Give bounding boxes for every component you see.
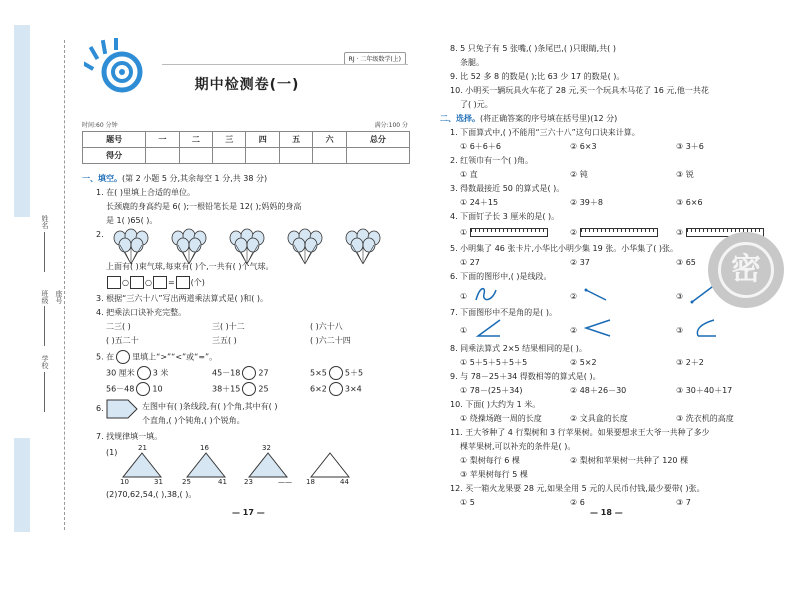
- triangle-top: 21: [138, 444, 147, 452]
- choice-option[interactable]: ③ 7: [676, 498, 691, 507]
- score-cell: 总分: [346, 132, 409, 148]
- binding-dotted-line: [64, 40, 65, 530]
- q5-right: 3×4: [344, 384, 362, 394]
- q5-left: 56－48: [106, 384, 135, 394]
- q5-left: 30 厘米: [106, 368, 135, 378]
- score-cell: 四: [246, 132, 279, 148]
- q5-item: [106, 382, 163, 396]
- circle-icon: [116, 350, 130, 364]
- q5-right: 3 米: [152, 368, 169, 378]
- q2-line-b: ○ ○ = (个): [106, 276, 205, 289]
- choice-option[interactable]: ③ 30＋40＋17: [676, 386, 733, 395]
- score-cell: 六: [313, 132, 346, 148]
- q4-cell: 三五( ): [212, 336, 237, 345]
- choice-option[interactable]: ① 27: [460, 258, 480, 267]
- choice-option[interactable]: ③ 6×6: [676, 198, 703, 207]
- choice-option[interactable]: ① 梨树每行 6 棵: [460, 456, 520, 465]
- choice-11-line-b: 棵苹果树,可以补充的条件是( )。: [460, 442, 576, 451]
- choice-option[interactable]: ② 6×3: [570, 142, 597, 151]
- binding-line-school: [44, 372, 45, 412]
- choice-option[interactable]: ② 5×2: [570, 358, 597, 367]
- triangle-top: 16: [200, 444, 209, 452]
- score-input[interactable]: [279, 148, 312, 164]
- q1-line-a: 长颈鹿的身高约是 6( );一根铅笔长是 12( );妈妈的身高: [106, 202, 302, 211]
- curve-shape-icon: [474, 284, 498, 304]
- choice-option[interactable]: ③ 洗衣机的高度: [676, 414, 734, 423]
- q8-line-a: 8. 5 只兔子有 5 张嘴,( )条尾巴,( )只眼睛,共( ): [450, 44, 616, 53]
- choice-option[interactable]: ① 直: [460, 170, 478, 179]
- score-input[interactable]: [213, 148, 246, 164]
- answer-box[interactable]: [153, 276, 167, 289]
- choice-option[interactable]: ③: [676, 326, 684, 335]
- choice-option[interactable]: ① 5＋5＋5＋5＋5: [460, 358, 528, 367]
- binding-label-class: 班级: [41, 290, 49, 304]
- triangle-shape-icon: [122, 452, 162, 478]
- choice-7: 7. 下面图形中不是角的是( )。: [450, 308, 557, 317]
- score-cell: 五: [279, 132, 312, 148]
- choice-option[interactable]: ② 梨树和苹果树一共种了 120 棵: [570, 456, 689, 465]
- choice-8: 8. 同乘法算式 2×5 结果相同的是( )。: [450, 344, 587, 353]
- grade-tag: RJ · 二年级数学(上): [344, 52, 406, 65]
- choice-6: 6. 下面的图形中,( )是线段。: [450, 272, 552, 281]
- answer-box[interactable]: [176, 276, 190, 289]
- choice-option[interactable]: ③ 2＋2: [676, 358, 704, 367]
- section-1-note: (第 2 小题 5 分,其余每空 1 分,共 38 分): [122, 174, 268, 183]
- q4-cell: 二三( ): [106, 322, 131, 331]
- compare-circle[interactable]: [136, 382, 150, 396]
- balloon-bunch-icon: [286, 228, 324, 268]
- choice-option[interactable]: ① 5: [460, 498, 475, 507]
- pentagon-shape-icon: [106, 398, 138, 420]
- q5-item: [212, 382, 269, 396]
- score-table-header-row: [83, 132, 410, 148]
- angle-shape-icon: [474, 318, 502, 338]
- choice-option[interactable]: ① 78－(25＋34): [460, 386, 523, 395]
- choice-option[interactable]: [460, 228, 548, 238]
- q5-item: [212, 366, 269, 380]
- q5-left: 45－18: [212, 368, 241, 378]
- choice-10: 10. 下面( )大约为 1 米。: [450, 400, 541, 409]
- choice-option[interactable]: ①: [460, 326, 468, 335]
- triangle-left: 25: [182, 478, 191, 486]
- score-input[interactable]: [313, 148, 346, 164]
- q1: 1. 在( )里填上合适的单位。: [96, 188, 195, 197]
- page-number: — 18 —: [590, 508, 623, 517]
- q7: 7. 找规律填一填。: [96, 432, 163, 441]
- option-label: ③: [676, 228, 684, 237]
- compare-circle[interactable]: [137, 366, 151, 380]
- choice-option[interactable]: ② 39＋8: [570, 198, 603, 207]
- choice-option[interactable]: ②: [570, 326, 578, 335]
- q5-right: 5＋5: [344, 368, 364, 378]
- choice-9: 9. 与 78－25＋34 得数相等的算式是( )。: [450, 372, 601, 381]
- section-1-title: 一、填空。: [82, 174, 122, 183]
- choice-3: 3. 得数最接近 50 的算式是( )。: [450, 184, 565, 193]
- option-label: ①: [460, 228, 468, 237]
- binding-margin: [0, 0, 78, 590]
- q6-number: 6.: [96, 404, 104, 413]
- ray-shape-icon: [584, 284, 608, 304]
- curve-angle-shape-icon: [690, 318, 718, 338]
- section-1-heading: [82, 174, 267, 184]
- angle-shape-icon: [584, 318, 612, 338]
- triangle-left: 18: [306, 478, 315, 486]
- q5-left: 5×5: [310, 368, 327, 378]
- triangle-right: 31: [154, 478, 163, 486]
- secret-stamp: [708, 232, 784, 308]
- score-table: [82, 131, 410, 164]
- stamp-glyph: 密: [718, 242, 774, 298]
- q6-line-b: 个直角,( )个钝角,( )个锐角。: [142, 416, 245, 425]
- choice-option[interactable]: ①: [460, 292, 468, 301]
- binding-strip-top: [14, 25, 30, 217]
- score-input[interactable]: [246, 148, 279, 164]
- time-limit: 时间:60 分钟: [82, 122, 118, 129]
- ruler-icon: [580, 228, 658, 237]
- choice-option[interactable]: ② 文具盒的长度: [570, 414, 628, 423]
- section-2-note: (将正确答案的序号填在括号里)(12 分): [480, 114, 618, 123]
- score-input[interactable]: [146, 148, 179, 164]
- binding-label-seat: 座号: [55, 290, 63, 304]
- choice-option[interactable]: ② 48＋26－30: [570, 386, 627, 395]
- option-label: ②: [570, 228, 578, 237]
- choice-option[interactable]: ③ 苹果树每行 5 棵: [460, 470, 528, 479]
- full-score: 满分:100 分: [374, 122, 408, 129]
- triangle-right: 44: [340, 478, 349, 486]
- q5-left: 38＋15: [212, 384, 241, 394]
- choice-12: 12. 买一箱火龙果要 28 元,如果全用 5 元的人民币付钱,最少要带( )张。: [450, 484, 705, 493]
- title-rule: [162, 64, 408, 65]
- answer-box[interactable]: [130, 276, 144, 289]
- score-input[interactable]: [179, 148, 212, 164]
- q5-item: [310, 382, 362, 396]
- binding-line-name: [44, 232, 45, 272]
- q2-unit: (个): [190, 278, 205, 287]
- compare-circle[interactable]: [329, 366, 343, 380]
- exam-title: 期中检测卷(一): [194, 77, 300, 93]
- ruler-icon: [470, 228, 548, 237]
- score-input[interactable]: [346, 148, 409, 164]
- q8-line-b: 条腿。: [460, 58, 484, 67]
- balloon-bunch-icon: [344, 228, 382, 268]
- q5: [96, 350, 217, 364]
- page-number: — 17 —: [232, 508, 265, 517]
- choice-option[interactable]: ① 绕操场跑一周的长度: [460, 414, 542, 423]
- triangle-shape-icon: [310, 452, 350, 478]
- choice-option[interactable]: ③ 65: [676, 258, 696, 267]
- triangle-left: 10: [120, 478, 129, 486]
- q4-cell: 三( )十二: [212, 322, 245, 331]
- choice-option[interactable]: ②: [570, 292, 578, 301]
- triangle-right: 41: [218, 478, 227, 486]
- choice-option[interactable]: ① 6＋6＋6: [460, 142, 501, 151]
- q4-cell: ( )五二十: [106, 336, 139, 345]
- q5-right: 10: [152, 384, 163, 394]
- choice-option[interactable]: ③ 3＋6: [676, 142, 704, 151]
- choice-option[interactable]: ② 37: [570, 258, 590, 267]
- choice-option[interactable]: ② 6: [570, 498, 585, 507]
- choice-2: 2. 红领巾有一个( )角。: [450, 156, 533, 165]
- choice-option[interactable]: [570, 228, 658, 238]
- q6-line-a: 左图中有( )条线段,有( )个角,其中有( ): [142, 402, 278, 411]
- q10-line-a: 10. 小明买一辆玩具火车花了 28 元,买一个玩具木马花了 16 元,他一共花: [450, 86, 709, 95]
- answer-box[interactable]: [107, 276, 121, 289]
- score-table-score-row: [83, 148, 410, 164]
- triangle-shape-icon: [248, 452, 288, 478]
- binding-strip-bottom: [14, 438, 30, 532]
- left-page: [82, 0, 412, 530]
- choice-option[interactable]: ③ 锐: [676, 170, 694, 179]
- q4: 4. 把乘法口诀补充完整。: [96, 308, 187, 317]
- choice-5: 5. 小明集了 46 张卡片,小华比小明少集 19 张。小华集了( )张。: [450, 244, 679, 253]
- choice-option[interactable]: ② 钝: [570, 170, 588, 179]
- score-cell: 三: [213, 132, 246, 148]
- q4-cell: ( )六十八: [310, 322, 343, 331]
- compare-circle[interactable]: [329, 382, 343, 396]
- binding-label-name: 姓名: [41, 215, 49, 229]
- q10-line-b: 了( )元。: [460, 100, 493, 109]
- triangle-top: 32: [262, 444, 271, 452]
- q7-part-2: (2)70,62,54,( ),38,( )。: [106, 490, 197, 499]
- compare-circle[interactable]: [242, 382, 256, 396]
- q2-line-a: 上面有( )束气球,每束有( )个,一共有( )个气球。: [106, 262, 274, 271]
- q5-right: 27: [258, 368, 269, 378]
- score-cell: 二: [179, 132, 212, 148]
- q5-left: 6×2: [310, 384, 327, 394]
- score-cell: 题号: [83, 132, 146, 148]
- triangle-right: ——: [278, 478, 292, 486]
- q4-cell: ( )六二十四: [310, 336, 351, 345]
- q5-suffix: 里填上“>”“<”或“=”。: [132, 352, 218, 362]
- q9: 9. 比 52 多 8 的数是( );比 63 少 17 的数是( )。: [450, 72, 625, 81]
- q5-prefix: 5. 在: [96, 352, 115, 362]
- q2-number: 2.: [96, 230, 104, 239]
- q3: 3. 根据“三六十八”写出两道乘法算式是( )和( )。: [96, 294, 269, 303]
- section-2-heading: [440, 114, 617, 124]
- q7-part-1: (1): [106, 448, 118, 457]
- score-cell: 得分: [83, 148, 146, 164]
- choice-11-line-a: 11. 王大爷种了 4 行梨树和 3 行苹果树。如果要想求王大爷一共种了多少: [450, 428, 710, 437]
- choice-option[interactable]: ① 24＋15: [460, 198, 499, 207]
- triangle-shape-icon: [186, 452, 226, 478]
- binding-line-class: [44, 306, 45, 346]
- choice-option[interactable]: ③: [676, 292, 684, 301]
- binding-label-school: 学校: [41, 355, 49, 369]
- q1-line-b: 是 1( )65( )。: [106, 216, 158, 225]
- q5-item: [106, 366, 168, 380]
- score-cell: 一: [146, 132, 179, 148]
- choice-4: 4. 下面钉子长 3 厘米的是( )。: [450, 212, 560, 221]
- triangle-left: 23: [244, 478, 253, 486]
- q5-item: [310, 366, 363, 380]
- section-2-title: 二、选择。: [440, 114, 480, 123]
- choice-1: 1. 下面算式中,( )不能用“三六十八”这句口诀来计算。: [450, 128, 640, 137]
- compare-circle[interactable]: [242, 366, 256, 380]
- q5-right: 25: [258, 384, 269, 394]
